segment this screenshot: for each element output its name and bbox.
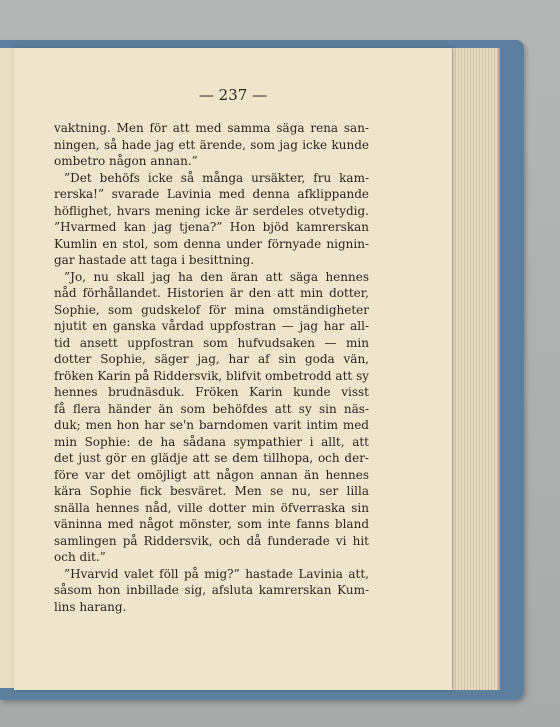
text-line: såsom hon inbillade sig, afsluta kamrerskan Kum- xyxy=(54,583,369,597)
text-line: vaktning. Men för att med samma säga rena san- xyxy=(54,121,369,135)
text-line: min Sophie: de ha sådana sympathier i allt, att xyxy=(54,434,369,449)
text-line: samlingen på Riddersvik, och då funderade vi hit xyxy=(54,533,369,548)
text-line: ”Hvarvid valet föll på mig?” hastade Lavinia att, xyxy=(64,566,369,581)
text-line: väninna med något mönster, som inte fanns bland xyxy=(54,517,369,531)
text-line: och dit.” xyxy=(54,550,106,564)
text-line: få flera händer än som behöfdes att sy sin näs- xyxy=(54,401,369,416)
left-page-edge xyxy=(0,48,15,688)
text-line: hennes brudnäsduk. Fröken Karin kunde visst xyxy=(54,385,369,399)
text-line: kära Sophie fick besväret. Men se nu, ser lilla xyxy=(54,484,369,498)
text-line: ningen, så hade jag ett ärende, som jag icke kunde xyxy=(54,137,369,152)
text-line: duk; men hon har se'n barndomen varit intim med xyxy=(54,418,369,432)
text-line: Kumlin en stol, som denna under förnyade nignin- xyxy=(54,236,369,251)
text-line: lins harang. xyxy=(54,599,127,614)
text-line: ”Jo, nu skall jag ha den äran att säga hennes xyxy=(64,269,369,284)
text-line: snälla hennes nåd, ville dotter min öfverraska sin xyxy=(54,500,369,515)
text-line: gar hastade att taga i besittning. xyxy=(54,253,255,267)
text-line: tid ansett uppfostran som hufvudsaken — min xyxy=(54,335,369,350)
text-line: njutit en ganska vårdad uppfostran — jag har all- xyxy=(54,319,369,333)
text-line: höflighet, hvars mening icke är serdeles otvetydig. xyxy=(54,203,369,218)
text-line: nåd förhållandet. Historien är den att min dotter, xyxy=(54,286,369,300)
text-line: ”Det behöfs icke så många ursäkter, fru kam- xyxy=(64,170,369,185)
text-line: fröken Karin på Riddersvik, blifvit ombetrodd att sy xyxy=(54,368,369,383)
text-line: ”Hvarmed kan jag tjena?” Hon bjöd kamrerskan xyxy=(54,220,369,234)
page-text xyxy=(54,120,369,615)
page-number: — 237 — xyxy=(198,86,268,104)
text-line: rerska!” svarade Lavinia med denna afklippande xyxy=(54,187,369,201)
text-line: före var det omöjligt att någon annan än hennes xyxy=(54,467,369,482)
text-line: Sophie, som gudskelof för mina omständigheter xyxy=(54,302,369,317)
text-line: ombetro någon annan.” xyxy=(54,154,198,168)
text-line: dotter Sophie, säger jag, har af sin goda vän, xyxy=(54,352,369,366)
book-page xyxy=(14,48,452,690)
text-line: det just gör en glädje att se dem tillhopa, och der- xyxy=(54,451,369,465)
